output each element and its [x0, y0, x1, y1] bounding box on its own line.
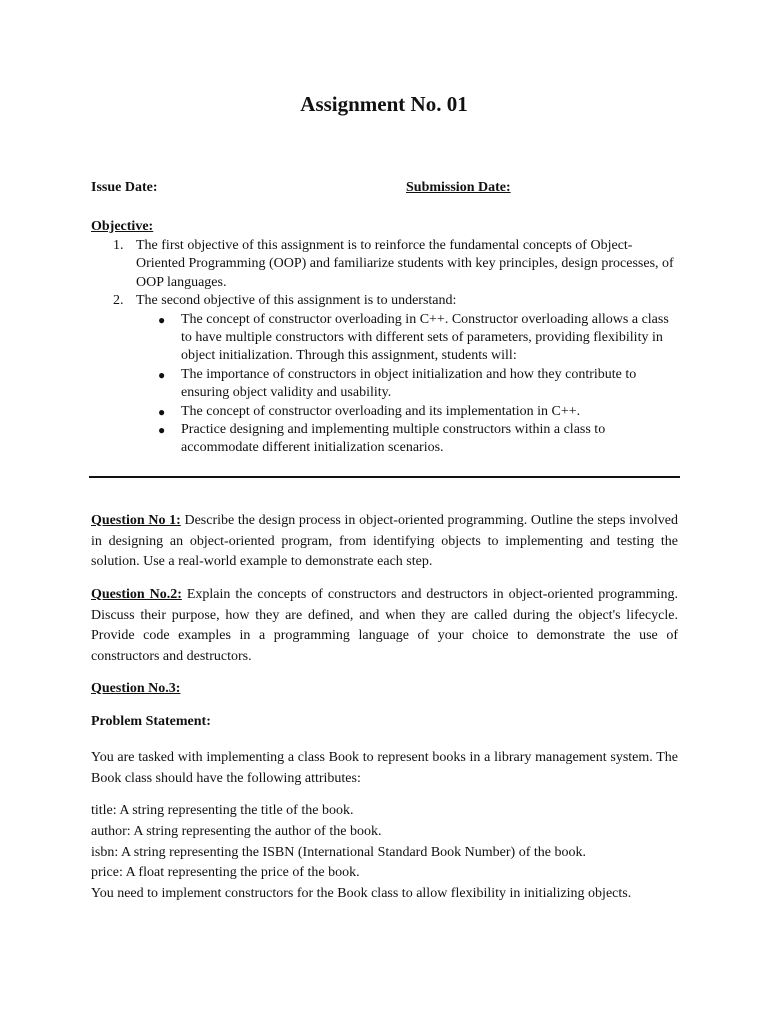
objective-text: The second objective of this assignment is to understand: — [136, 293, 457, 309]
question-3-label: Question No.3: — [91, 681, 181, 696]
attribute-line: You need to implement constructors for the Book class to allow flexibility in initializing objects. — [91, 886, 632, 902]
objective-bullet-list — [0, 311, 768, 458]
attribute-list — [91, 801, 691, 905]
objective-heading: Objective: — [91, 219, 154, 234]
bullet-item — [0, 421, 768, 458]
bullet-item — [0, 311, 768, 366]
bullet-text: The concept of constructor overloading and its implementation in C++. — [181, 403, 581, 419]
bullet-item — [0, 403, 768, 421]
question-text: Explain the concepts of constructors and destructors in object-oriented programming. Discuss their purpose, how they are defined, and when they are called during the object's lifecycle. Provide code examples in a programming language of your choice to demonstrate the use of constructors and destructors. — [91, 587, 678, 664]
objective-item — [0, 292, 768, 310]
bullet-text: Practice designing and implementing multiple constructors within a class to accommodate different initialization scenarios. — [181, 422, 606, 456]
question-2 — [91, 585, 678, 667]
question-text: Describe the design process in object-oriented programming. Outline the steps involved in designing an object-oriented program, from identifying objects to implementing and testing the solution. Use a real-world example to demonstrate each step. — [91, 513, 678, 570]
problem-statement-heading: Problem Statement: — [91, 714, 211, 729]
objective-text: The first objective of this assignment is to reinforce the fundamental concepts of Object-Oriented Programming (OOP) and familiarize students with key principles, design processes, of OOP languages. — [136, 238, 674, 290]
attribute-line: author: A string representing the author of the book. — [91, 823, 382, 839]
submission-date-label: Submission Date: — [406, 180, 511, 195]
bullet-icon: ● — [158, 423, 166, 438]
bullet-item — [0, 366, 768, 403]
bullet-text: The importance of constructors in object initialization and how they contribute to ensuring object validity and usability. — [181, 366, 637, 401]
page-title: Assignment No. 01 — [300, 92, 468, 116]
bullet-text: The concept of constructor overloading in C++. Constructor overloading allows a class to have multiple constructors with different sets of parameters, providing flexibility in object initialization. Through this assignment, students will: — [181, 311, 669, 364]
bullet-icon: ● — [158, 312, 166, 327]
objective-item — [0, 237, 768, 292]
bullet-icon: ● — [158, 404, 166, 419]
question-label: Question No 1: — [91, 513, 181, 528]
attribute-line: price: A float representing the price of the book. — [91, 865, 360, 881]
question-1 — [91, 511, 678, 573]
problem-statement-intro: You are tasked with implementing a class Book to represent books in a library management system. The Book class should have the following attributes: — [91, 750, 678, 786]
attribute-line: title: A string representing the title of the book. — [91, 803, 354, 818]
section-divider — [89, 476, 680, 478]
bullet-icon: ● — [158, 367, 166, 382]
question-label: Question No.2: — [91, 587, 182, 602]
issue-date-label: Issue Date: — [91, 180, 158, 195]
objective-number: 2. — [113, 293, 124, 309]
attribute-line: isbn: A string representing the ISBN (International Standard Book Number) of the book. — [91, 844, 586, 860]
objective-list — [0, 237, 768, 458]
objective-number: 1. — [113, 238, 124, 253]
